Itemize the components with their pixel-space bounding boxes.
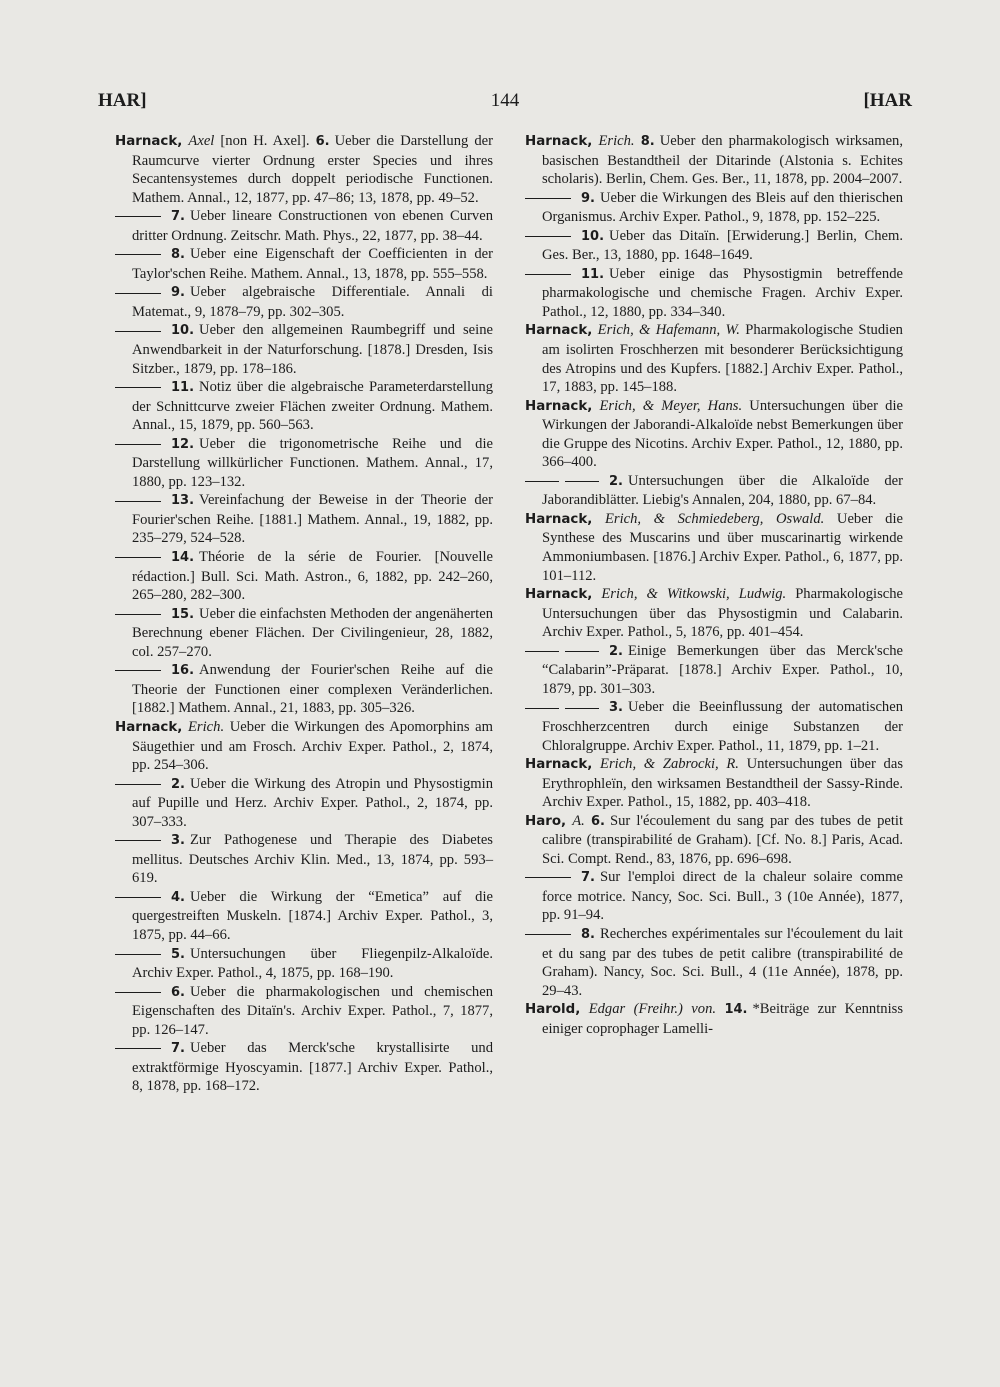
bibliography-entry bbox=[525, 755, 903, 812]
bibliography-entry bbox=[525, 642, 903, 699]
entry-text: Ueber die Wirkung der “Emetica” auf die quergestreiften Muskeln. [1874.] Archiv Exper. Pathol., 3, 1875, pp. 44–66. bbox=[132, 888, 493, 943]
bibliography-entry bbox=[115, 775, 493, 832]
entry-text: Ueber die Synthese des Muscarins und über muscarinartig wirkende Ammoniumbasen. [1876.] Archiv Exper. Pathol., 6, 1877, pp. 101–112. bbox=[542, 510, 903, 584]
entry-number: 4. bbox=[171, 889, 185, 905]
bibliography-entry bbox=[115, 831, 493, 888]
bibliography-entry bbox=[115, 548, 493, 605]
entry-text: Ueber die Wirkung des Atropin und Physostigmin auf Pupille und Herz. Archiv Exper. Pathol., 2, 1874, pp. 307–333. bbox=[132, 775, 493, 830]
right-column bbox=[525, 132, 903, 1038]
bibliography-entry bbox=[115, 491, 493, 548]
entry-text: Ueber das Ditaïn. [Erwiderung.] Berlin, Chem. Ges. Ber., 13, 1880, pp. 1648–1649. bbox=[542, 227, 903, 264]
entry-text: Ueber die trigonometrische Reihe und die Darstellung willkürlicher Functionen. Mathem. Annal., 17, 1880, pp. 123–132. bbox=[132, 435, 493, 490]
entry-text: Ueber eine Eigenschaft der Coefficienten in der Taylor'schen Reihe. Mathem. Annal., 13, 1878, pp. 555–558. bbox=[132, 246, 493, 282]
entry-text: Ueber die Wirkungen des Apomorphins am Säugethier und am Frosch. Archiv Exper. Pathol., 2, 1874, pp. 254–306. bbox=[132, 718, 493, 774]
ditto-rule bbox=[115, 331, 161, 332]
entry-number: 14. bbox=[724, 1002, 748, 1018]
ditto-rule bbox=[525, 198, 571, 199]
entry-author: Harnack, bbox=[115, 134, 183, 149]
ditto-rule bbox=[115, 293, 161, 294]
bibliography-entry bbox=[115, 661, 493, 718]
bibliography-entry bbox=[525, 132, 903, 189]
entry-number: 7. bbox=[171, 1041, 185, 1057]
entry-author: Harnack, bbox=[525, 757, 593, 773]
entry-text: Ueber die einfachsten Methoden der angenäherten Berechnung ebener Flächen. Der Civilingenieur, 28, 1882, col. 257–270. bbox=[132, 605, 493, 660]
entry-text: Untersuchungen über die Alkaloïde der Jaborandiblätter. Liebig's Annalen, 204, 1880, pp. 67–84. bbox=[542, 472, 903, 509]
entry-text: Untersuchungen über das Erythrophleïn, den wirksamen Bestandtheil der Sassy-Rinde. Archiv Exper. Pathol., 15, 1882, pp. 403–418. bbox=[542, 756, 903, 811]
ditto-rule bbox=[115, 1048, 161, 1049]
ditto-rule bbox=[115, 444, 161, 445]
entry-number: 7. bbox=[581, 870, 595, 886]
entry-number: 6. bbox=[590, 813, 605, 829]
bibliography-entry bbox=[115, 888, 493, 945]
entry-number: 8. bbox=[581, 926, 595, 942]
bibliography-entry bbox=[115, 378, 493, 435]
ditto-rule bbox=[115, 557, 161, 558]
page-header bbox=[98, 90, 912, 120]
bibliography-entry bbox=[525, 265, 903, 322]
entry-text: Sur l'écoulement du sang par des tubes de petit calibre (transpirabilité de Graham). [Cf. No. 8.] Paris, Acad. Sci. Compt. Rend., 83, 1876, pp. 696–698. bbox=[542, 812, 904, 867]
entry-name: A. bbox=[572, 812, 585, 829]
entry-number: 8. bbox=[171, 247, 185, 263]
ditto-rule bbox=[115, 670, 161, 671]
entry-text: Pharmakologische Studien am isolirten Froschherzen mit besonderer Berücksichtigung des Atropins und des Kupfers. [1882.] Archiv Exper. Pathol., 17, 1883, pp. 145–188. bbox=[542, 322, 903, 396]
bibliography-entry bbox=[525, 925, 903, 1000]
page-number: 144 bbox=[490, 90, 520, 111]
header-left: HAR] bbox=[98, 90, 147, 111]
entry-text: Zur Pathogenese und Therapie des Diabetes mellitus. Deutsches Archiv Klin. Med., 13, 1874, pp. 593–619. bbox=[132, 832, 493, 887]
entry-author: Harnack, bbox=[525, 398, 593, 414]
entry-number: 3. bbox=[171, 833, 185, 849]
ditto-rule bbox=[565, 481, 599, 482]
bibliography-entry bbox=[115, 207, 493, 245]
ditto-rule bbox=[525, 236, 571, 237]
entry-number: 11. bbox=[581, 266, 605, 282]
bibliography-entry bbox=[525, 1000, 903, 1038]
entry-author: Harold, bbox=[525, 1002, 581, 1018]
entry-name: Axel bbox=[188, 133, 215, 149]
entry-number: 11. bbox=[171, 380, 195, 396]
entry-number: 7. bbox=[171, 209, 185, 225]
bibliography-entry bbox=[115, 435, 493, 492]
ditto-rule bbox=[525, 934, 571, 935]
ditto-rule bbox=[525, 877, 571, 878]
entry-author: Harnack, bbox=[525, 511, 593, 527]
ditto-rule bbox=[115, 784, 161, 785]
left-column bbox=[115, 132, 493, 1096]
entry-text: Sur l'emploi direct de la chaleur solaire comme force motrice. Nancy, Soc. Sci. Bull., 3 (10e Année), 1877, pp. 91–94. bbox=[542, 869, 903, 924]
entry-text: Ueber lineare Constructionen von ebenen Curven dritter Ordnung. Zeitschr. Math. Phys., 22, 1877, pp. 38–44. bbox=[132, 208, 493, 244]
bibliography-entry bbox=[115, 283, 493, 321]
entry-text: Ueber das Merck'sche krystallisirte und extraktförmige Hyoscyamin. [1877.] Archiv Exper. Pathol., 8, 1878, pp. 168–172. bbox=[132, 1040, 493, 1095]
bibliography-entry bbox=[115, 132, 493, 207]
ditto-rule bbox=[115, 954, 161, 955]
bibliography-entry bbox=[525, 510, 903, 585]
entry-number: 2. bbox=[609, 473, 623, 489]
entry-name: Erich, & Zabrocki, R. bbox=[600, 756, 739, 773]
ditto-rule bbox=[115, 992, 161, 993]
entry-number: 8. bbox=[640, 134, 655, 149]
ditto-rule bbox=[115, 501, 161, 502]
bibliography-entry bbox=[115, 245, 493, 283]
entry-author: Harnack, bbox=[115, 719, 183, 735]
ditto-rule bbox=[115, 254, 161, 255]
ditto-rule bbox=[525, 274, 571, 275]
bibliography-entry bbox=[115, 1039, 493, 1096]
entry-text: Ueber den allgemeinen Raumbegriff und seine Anwendbarkeit in der Naturforschung. [1878.] Dresden, Isis Sitzber., 1879, pp. 178–186. bbox=[132, 322, 493, 377]
entry-number: 6. bbox=[315, 134, 330, 149]
entry-author: Haro, bbox=[525, 813, 567, 829]
entry-name: Erich, & Schmiedeberg, Oswald. bbox=[604, 510, 825, 527]
bibliography-entry bbox=[115, 945, 493, 983]
entry-text: Recherches expérimentales sur l'écoulement du lait et du sang par des tubes de petit calibre (transpirabilité de Graham). Nancy, Soc. Sci. Bull., 4 (11e Année), 1878, pp. 29–43. bbox=[542, 925, 903, 999]
bibliography-entry bbox=[525, 397, 903, 472]
entry-name: Erich. bbox=[188, 718, 225, 735]
entry-text: Ueber die pharmakologischen und chemischen Eigenschaften des Ditaïn's. Archiv Exper. Pathol., 7, 1877, pp. 126–147. bbox=[132, 983, 493, 1038]
ditto-rule bbox=[525, 651, 559, 652]
entry-text: Einige Bemerkungen über das Merck'sche “Calabarin”-Präparat. [1878.] Archiv Exper. Pathol., 10, 1879, pp. 301–303. bbox=[542, 642, 903, 697]
entry-text: Vereinfachung der Beweise in der Theorie der Fourier'schen Reihe. [1881.] Mathem. Annal., 19, 1882, pp. 235–279, 524–528. bbox=[132, 492, 493, 547]
entry-number: 10. bbox=[581, 228, 605, 244]
entry-number: 5. bbox=[171, 946, 185, 962]
entry-number: 16. bbox=[171, 663, 195, 679]
ditto-rule bbox=[525, 481, 559, 482]
ditto-rule bbox=[115, 897, 161, 898]
bibliography-entry bbox=[525, 189, 903, 227]
entry-name: Edgar (Freihr.) von. bbox=[588, 1001, 717, 1018]
entry-number: 6. bbox=[171, 984, 185, 1000]
entry-number: 2. bbox=[171, 776, 185, 792]
entry-text: Ueber die Beeinflussung der automatischen Froschherzcentren durch einige Substanzen der Chloralgruppe. Archiv Exper. Pathol., 11, 1879, pp. 1–21. bbox=[542, 699, 903, 754]
ditto-rule bbox=[565, 708, 599, 709]
entry-number: 9. bbox=[171, 285, 185, 301]
entry-author: Harnack, bbox=[525, 323, 593, 339]
bibliography-entry bbox=[525, 472, 903, 510]
entry-text: Untersuchungen über Fliegenpilz-Alkaloïde. Archiv Exper. Pathol., 4, 1875, pp. 168–190. bbox=[132, 945, 493, 982]
entry-name: Erich, & Meyer, Hans. bbox=[599, 397, 743, 414]
entry-note: [non H. Axel]. bbox=[220, 133, 310, 149]
ditto-rule bbox=[525, 708, 559, 709]
entry-text: Ueber den pharmakologisch wirksamen, basischen Bestandtheil der Ditarinde (Alstonia s. Echites scholaris). Berlin, Chem. Ges. Ber., 11, 1878, pp. 2004–2007. bbox=[542, 133, 904, 188]
entry-text: Pharmakologische Untersuchungen über das Physostigmin und Calabarin. Archiv Exper. Pathol., 5, 1876, pp. 401–454. bbox=[542, 586, 903, 641]
entry-text: Ueber die Darstellung der Raumcurve vierter Ordnung erster Species und ihres Secantensystemes durch doppelt periodische Functionen. Mathem. Annal., 12, 1877, pp. 47–86; 13, 1878, pp. 49–52. bbox=[132, 133, 493, 206]
ditto-rule bbox=[115, 614, 161, 615]
bibliography-entry bbox=[525, 227, 903, 265]
entry-number: 12. bbox=[171, 436, 195, 452]
header-right: [HAR bbox=[863, 90, 912, 111]
entry-name: Erich. bbox=[598, 133, 635, 149]
entry-name: Erich, & Witkowski, Ludwig. bbox=[601, 586, 787, 603]
bibliography-entry bbox=[525, 698, 903, 755]
bibliography-entry bbox=[525, 812, 903, 869]
entry-number: 10. bbox=[171, 323, 195, 339]
entry-number: 14. bbox=[171, 550, 195, 566]
ditto-rule bbox=[115, 840, 161, 841]
bibliography-entry bbox=[525, 868, 903, 925]
entry-text: Ueber die Wirkungen des Bleis auf den thierischen Organismus. Archiv Exper. Pathol., 9, 1878, pp. 152–225. bbox=[542, 189, 903, 226]
ditto-rule bbox=[565, 651, 599, 652]
entry-number: 13. bbox=[171, 493, 195, 509]
ditto-rule bbox=[115, 387, 161, 388]
entry-name: Erich, & Hafemann, W. bbox=[597, 322, 740, 339]
entry-author: Harnack, bbox=[525, 587, 593, 603]
bibliography-entry bbox=[115, 983, 493, 1040]
entry-text: Notiz über die algebraische Parameterdarstellung der Schnittcurve zweier Flächen zweiter Ordnung. Mathem. Annal., 15, 1879, pp. 560–563. bbox=[132, 379, 493, 434]
entry-number: 2. bbox=[609, 643, 623, 659]
entry-number: 3. bbox=[609, 700, 623, 716]
entry-text: *Beiträge zur Kenntniss einiger coprophager Lamelli- bbox=[542, 1001, 903, 1037]
entry-author: Harnack, bbox=[525, 134, 593, 149]
bibliography-entry bbox=[525, 585, 903, 642]
entry-number: 9. bbox=[581, 190, 595, 206]
ditto-rule bbox=[115, 216, 161, 217]
entry-text: Anwendung der Fourier'schen Reihe auf die Theorie der Functionen einer complexen Veränderlichen. [1882.] Mathem. Annal., 21, 1883, pp. 305–326. bbox=[132, 662, 493, 717]
entry-text: Untersuchungen über die Wirkungen der Jaborandi-Alkaloïde nebst Bemerkungen über die Gruppe des Nicotins. Archiv Exper. Pathol., 12, 1880, pp. 366–400. bbox=[542, 397, 903, 471]
entry-text: Théorie de la série de Fourier. [Nouvelle rédaction.] Bull. Sci. Math. Astron., 6, 1882, pp. 242–260, 265–280, 282–300. bbox=[132, 549, 493, 604]
bibliography-entry bbox=[115, 718, 493, 775]
bibliography-entry bbox=[525, 321, 903, 396]
entry-text: Ueber einige das Physostigmin betreffende pharmakologische und chemische Fragen. Archiv Exper. Pathol., 12, 1880, pp. 334–340. bbox=[542, 265, 903, 320]
bibliography-entry bbox=[115, 321, 493, 378]
entry-text: Ueber algebraische Differentiale. Annali di Matemat., 9, 1878–79, pp. 302–305. bbox=[132, 284, 493, 320]
entry-number: 15. bbox=[171, 606, 195, 622]
bibliography-entry bbox=[115, 605, 493, 662]
